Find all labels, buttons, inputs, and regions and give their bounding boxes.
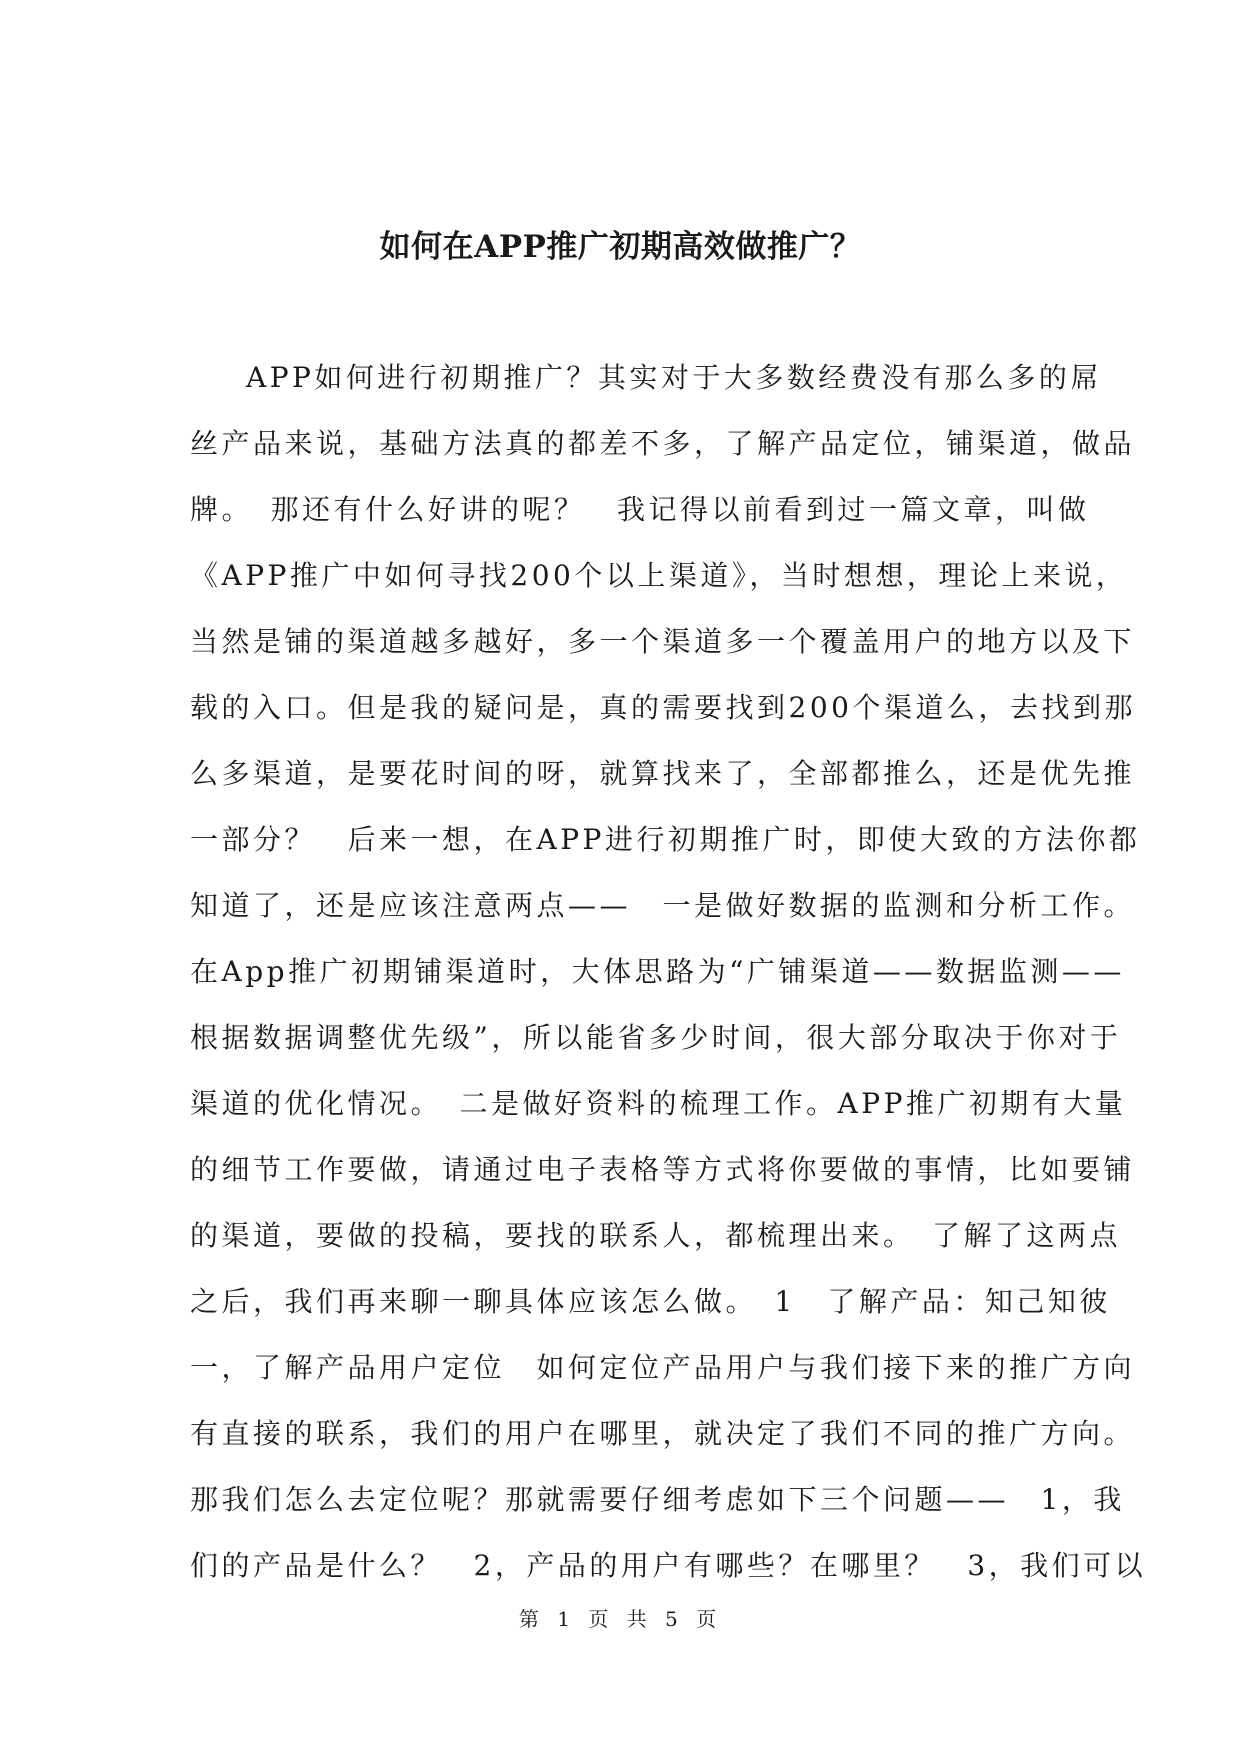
text-line: 《APP推广中如何寻找200个以上渠道》，当时想想，理论上来说， — [190, 559, 1128, 592]
text-line: 那我们怎么去定位呢？那就需要仔细考虑如下三个问题—— 1，我 — [190, 1483, 1125, 1516]
text-line: 在App推广初期铺渠道时，大体思路为“广铺渠道——数据监测—— — [190, 955, 1125, 988]
text-line: APP如何进行初期推广？其实对于大多数经费没有那么多的屌 — [246, 361, 1102, 394]
text-line: 渠道的优化情况。 二是做好资料的梳理工作。APP推广初期有大量 — [190, 1087, 1127, 1120]
text-line: 们的产品是什么？ 2，产品的用户有哪些？在哪里？ 3，我们可以 — [190, 1549, 1147, 1582]
page-title: 如何在APP推广初期高效做推广？ — [379, 229, 862, 265]
text-line: 当然是铺的渠道越多越好，多一个渠道多一个覆盖用户的地方以及下 — [190, 625, 1136, 658]
text-line: 一部分？ 后来一想，在APP进行初期推广时，即使大致的方法你都 — [190, 823, 1141, 856]
text-line: 之后，我们再来聊一聊具体应该怎么做。 1 了解产品：知己知彼 — [190, 1285, 1111, 1318]
page-footer: 第 1 页 共 5 页 — [518, 1607, 723, 1631]
text-line: 的渠道，要做的投稿，要找的联系人，都梳理出来。 了解了这两点 — [190, 1219, 1122, 1252]
text-line: 根据数据调整优先级”，所以能省多少时间，很大部分取决于你对于 — [190, 1021, 1122, 1054]
body-paragraph — [190, 352, 1147, 1606]
text-line: 一，了解产品用户定位 如何定位产品用户与我们接下来的推广方向 — [190, 1351, 1136, 1384]
text-line: 知道了，还是应该注意两点—— 一是做好数据的监测和分析工作。 — [190, 889, 1136, 922]
text-line: 么多渠道，是要花时间的呀，就算找来了，全部都推么，还是优先推 — [190, 757, 1136, 790]
text-line: 有直接的联系，我们的用户在哪里，就决定了我们不同的推广方向。 — [190, 1417, 1136, 1450]
text-line: 丝产品来说，基础方法真的都差不多，了解产品定位，铺渠道，做品 — [190, 427, 1136, 460]
text-line: 的细节工作要做，请通过电子表格等方式将你要做的事情，比如要铺 — [190, 1153, 1136, 1186]
text-line: 载的入口。但是我的疑问是，真的需要找到200个渠道么，去找到那 — [190, 691, 1136, 724]
text-line: 牌。 那还有什么好讲的呢？ 我记得以前看到过一篇文章，叫做 — [190, 493, 1090, 526]
